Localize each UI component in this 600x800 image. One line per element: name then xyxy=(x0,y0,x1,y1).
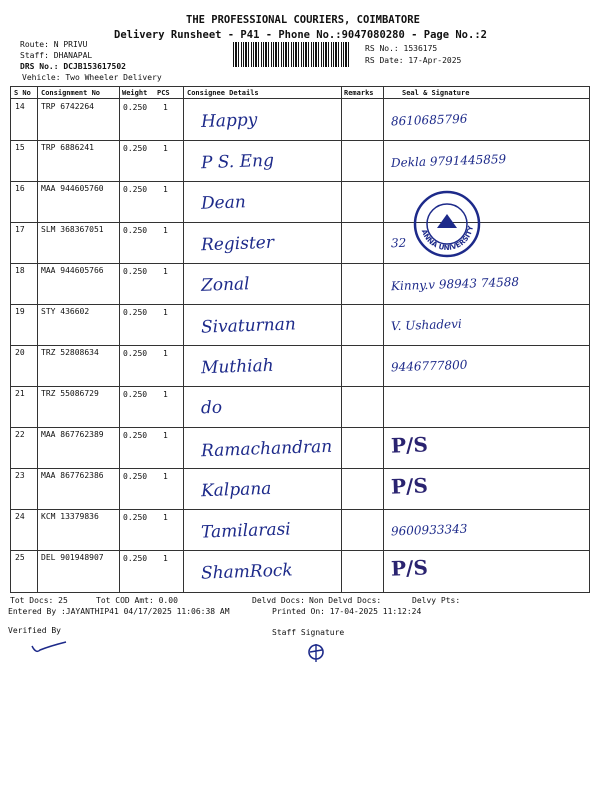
receiver-signature: 9446777800 xyxy=(390,357,468,375)
runsheet-table xyxy=(10,86,590,593)
consignment-number: TRZ 52808634 xyxy=(41,348,99,357)
consignee-handwriting: Zonal xyxy=(200,274,250,296)
weight-value: 0.250 xyxy=(123,308,148,317)
serial-number: 18 xyxy=(15,266,25,275)
consignment-number: STY 436602 xyxy=(41,307,90,316)
barcode xyxy=(233,42,351,67)
route-label: Route: N PRIVU xyxy=(20,40,88,49)
table-row xyxy=(11,99,589,140)
consignee-handwriting: Dean xyxy=(200,192,247,214)
weight-value: 0.250 xyxy=(123,431,148,440)
consignment-number: TRP 6886241 xyxy=(41,143,94,152)
weight-value: 0.250 xyxy=(123,144,148,153)
receiver-signature: 32 xyxy=(390,235,407,251)
consignee-handwriting: ShamRock xyxy=(200,560,294,584)
col-consignment: Consignment No xyxy=(41,89,101,97)
consignment-number: MAA 944605766 xyxy=(41,266,104,275)
consignee-handwriting: Happy xyxy=(200,110,258,132)
serial-number: 14 xyxy=(15,102,25,111)
non-delivered-docs: Non Delvd Docs: xyxy=(309,596,382,605)
weight-value: 0.250 xyxy=(123,349,148,358)
consignment-number: TRP 6742264 xyxy=(41,102,94,111)
table-row xyxy=(11,222,589,263)
vehicle-label: Vehicle: Two Wheeler Delivery xyxy=(22,73,162,82)
serial-number: 24 xyxy=(15,512,25,521)
serial-number: 21 xyxy=(15,389,25,398)
weight-value: 0.250 xyxy=(123,513,148,522)
rs-number: RS No.: 1536175 xyxy=(365,44,438,53)
receiver-signature: Kinny.v 98943 74588 xyxy=(390,274,520,294)
receiver-signature: 8610685796 xyxy=(390,111,468,129)
consignee-handwriting: Sivaturnan xyxy=(200,314,297,338)
consignment-number: MAA 944605760 xyxy=(41,184,104,193)
table-row xyxy=(11,345,589,386)
staff-signature-mark xyxy=(304,640,328,664)
verifier-signature-mark xyxy=(30,638,70,656)
pieces-count: 1 xyxy=(163,431,168,440)
weight-value: 0.250 xyxy=(123,103,148,112)
consignee-handwriting: Register xyxy=(200,232,275,256)
pieces-count: 1 xyxy=(163,513,168,522)
entered-by: Entered By :JAYANTHIP41 04/17/2025 11:06:38 AM xyxy=(8,607,230,616)
col-remarks: Remarks xyxy=(344,89,374,97)
receiver-signature: Dekla 9791445859 xyxy=(390,151,507,171)
consignment-number: DEL 901948907 xyxy=(41,553,104,562)
pieces-count: 1 xyxy=(163,144,168,153)
company-title: THE PROFESSIONAL COURIERS, COIMBATORE xyxy=(186,14,420,26)
serial-number: 23 xyxy=(15,471,25,480)
consignment-number: MAA 867762386 xyxy=(41,471,104,480)
table-row xyxy=(11,304,589,345)
table-row xyxy=(11,550,589,591)
weight-value: 0.250 xyxy=(123,267,148,276)
pieces-count: 1 xyxy=(163,349,168,358)
verified-by-label: Verified By xyxy=(8,626,61,635)
svg-text:ANNA UNIVERSITY: ANNA UNIVERSITY xyxy=(419,225,475,253)
consignment-number: TRZ 55086729 xyxy=(41,389,99,398)
pieces-count: 1 xyxy=(163,472,168,481)
runsheet-subtitle: Delivery Runsheet - P41 - Phone No.:9047080280 - Page No.:2 xyxy=(114,29,487,41)
weight-value: 0.250 xyxy=(123,226,148,235)
weight-value: 0.250 xyxy=(123,390,148,399)
delivery-points: Delvy Pts: xyxy=(412,596,461,605)
university-seal-stamp xyxy=(413,190,481,258)
consignee-handwriting: Muthiah xyxy=(200,355,274,379)
table-row xyxy=(11,386,589,427)
col-sno: S No xyxy=(14,89,31,97)
delivered-docs: Delvd Docs: xyxy=(252,596,305,605)
pieces-count: 1 xyxy=(163,554,168,563)
consignment-number: SLM 368367051 xyxy=(41,225,104,234)
col-consignee: Consignee Details xyxy=(187,89,259,97)
pieces-count: 1 xyxy=(163,390,168,399)
printed-on: Printed On: 17-04-2025 11:12:24 xyxy=(272,607,422,616)
pieces-count: 1 xyxy=(163,267,168,276)
staff-label: Staff: DHANAPAL xyxy=(20,51,93,60)
serial-number: 22 xyxy=(15,430,25,439)
col-pcs: PCS xyxy=(157,89,170,97)
table-row xyxy=(11,427,589,468)
table-row xyxy=(11,140,589,181)
serial-number: 25 xyxy=(15,553,25,562)
serial-number: 17 xyxy=(15,225,25,234)
serial-number: 19 xyxy=(15,307,25,316)
col-weight: Weight xyxy=(122,89,148,97)
serial-number: 15 xyxy=(15,143,25,152)
total-docs: Tot Docs: 25 xyxy=(10,596,68,605)
pieces-count: 1 xyxy=(163,103,168,112)
pieces-count: 1 xyxy=(163,226,168,235)
weight-value: 0.250 xyxy=(123,472,148,481)
pieces-count: 1 xyxy=(163,308,168,317)
serial-number: 16 xyxy=(15,184,25,193)
consignee-handwriting: Kalpana xyxy=(200,478,272,502)
total-cod: Tot COD Amt: 0.00 xyxy=(96,596,178,605)
pieces-count: 1 xyxy=(163,185,168,194)
col-seal: Seal & Signature xyxy=(402,89,470,97)
table-row xyxy=(11,468,589,509)
receiver-signature: P/S xyxy=(390,473,429,499)
table-row xyxy=(11,263,589,304)
rs-date: RS Date: 17-Apr-2025 xyxy=(365,56,462,65)
consignee-handwriting: do xyxy=(200,397,223,419)
consignment-number: KCM 13379836 xyxy=(41,512,99,521)
table-row xyxy=(11,181,589,222)
consignment-number: MAA 867762389 xyxy=(41,430,104,439)
staff-signature-label: Staff Signature xyxy=(272,628,345,637)
weight-value: 0.250 xyxy=(123,554,148,563)
receiver-signature: P/S xyxy=(390,432,429,458)
consignee-handwriting: P S. Eng xyxy=(200,150,275,174)
drs-number: DRS No.: DCJB153617502 xyxy=(20,62,126,71)
receiver-signature: P/S xyxy=(390,555,429,581)
receiver-signature: 9600933343 xyxy=(390,521,468,539)
consignee-handwriting: Tamilarasi xyxy=(200,519,292,543)
table-row xyxy=(11,509,589,550)
serial-number: 20 xyxy=(15,348,25,357)
weight-value: 0.250 xyxy=(123,185,148,194)
consignee-handwriting: Ramachandran xyxy=(200,436,333,462)
receiver-signature: V. Ushadevi xyxy=(390,316,462,334)
